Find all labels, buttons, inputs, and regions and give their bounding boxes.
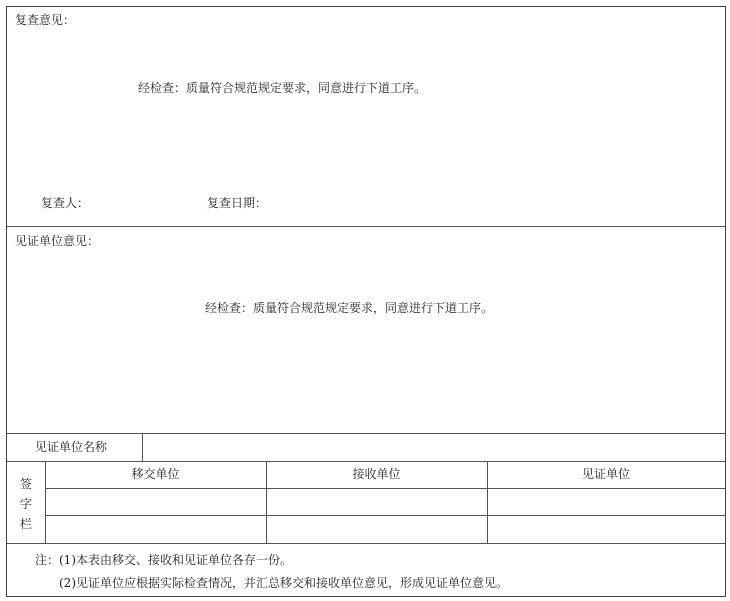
witness-name-divider bbox=[142, 433, 143, 461]
notes-row-top bbox=[7, 543, 725, 544]
review-statement: 经检查：质量符合规范规定要求，同意进行下道工序。 bbox=[138, 81, 427, 95]
receiving-date-cell[interactable] bbox=[267, 516, 486, 542]
column-header-witness-unit: 见证单位 bbox=[581, 467, 630, 481]
witness-statement: 经检查：质量符合规范规定要求，同意进行下道工序。 bbox=[205, 301, 494, 315]
note-1: 注：(1)本表由移交、接收和见证单位各存一份。 bbox=[35, 553, 292, 567]
reviewer-label: 复查人： bbox=[41, 196, 90, 210]
signature-label bbox=[7, 474, 45, 534]
receiving-signature-cell[interactable] bbox=[267, 489, 486, 514]
witness-signature-cell[interactable] bbox=[488, 489, 724, 514]
handover-date-cell[interactable] bbox=[46, 516, 265, 542]
signature-label-char: 栏 bbox=[19, 517, 32, 531]
handover-form bbox=[6, 6, 726, 597]
handover-signature-cell[interactable] bbox=[46, 489, 265, 514]
witness-heading: 见证单位意见： bbox=[15, 234, 100, 248]
signature-label-char: 签 bbox=[19, 477, 32, 491]
column-header-handover-unit: 移交单位 bbox=[131, 467, 180, 481]
witness-name-label: 见证单位名称 bbox=[35, 440, 108, 454]
witness-name-row-top bbox=[7, 433, 725, 434]
column-header-receiving-unit: 接收单位 bbox=[352, 467, 401, 481]
note-2: (2)见证单位应根据实际检查情况，并汇总移交和接收单位意见，形成见证单位意见。 bbox=[59, 576, 509, 590]
review-heading: 复查意见： bbox=[15, 13, 76, 27]
review-date-label: 复查日期： bbox=[207, 196, 268, 210]
witness-date-cell[interactable] bbox=[488, 516, 724, 542]
signature-label-char: 字 bbox=[19, 497, 32, 511]
signature-row-top bbox=[7, 461, 725, 462]
section-divider bbox=[7, 226, 725, 227]
